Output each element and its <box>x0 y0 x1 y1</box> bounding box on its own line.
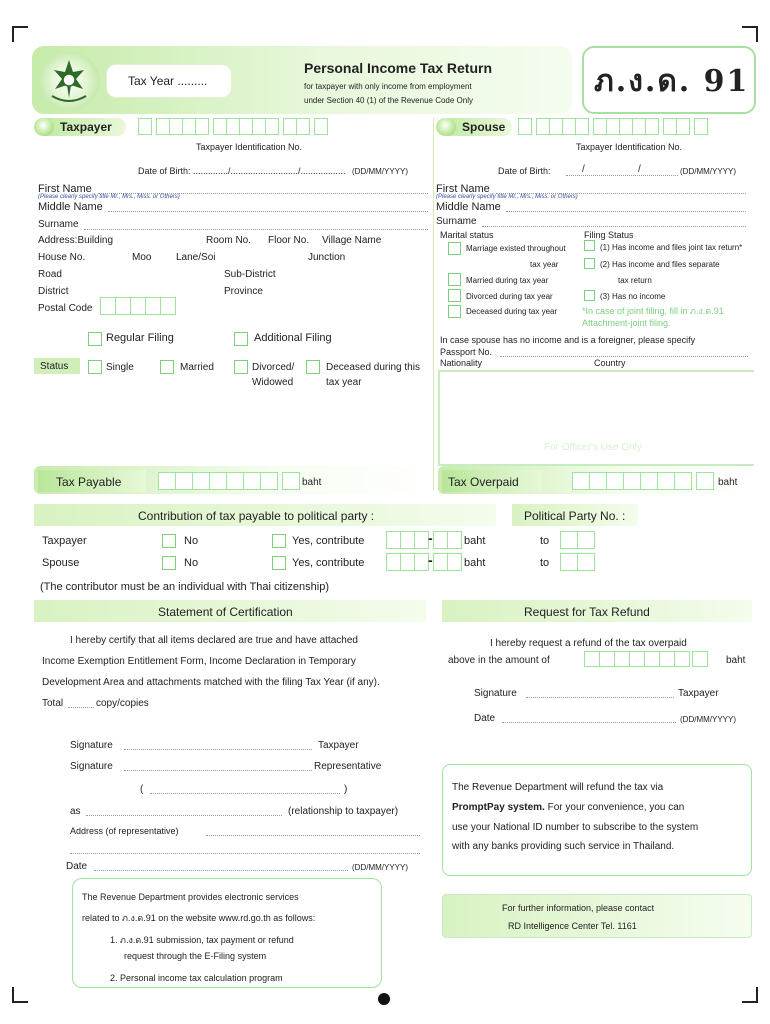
certification-taxpayer-label: Taxpayer <box>318 740 359 751</box>
spouse-bullet-icon <box>438 118 456 136</box>
certification-address-rep-label: Address (of representative) <box>70 826 179 836</box>
spouse-middle-name-label: Middle Name <box>436 201 501 213</box>
taxpayer-postal-boxes[interactable] <box>100 297 175 315</box>
refund-line-2b: baht <box>726 655 746 666</box>
promptpay-line-1: The Revenue Department will refund the tax via <box>452 782 664 793</box>
fs-no-income-checkbox[interactable] <box>584 290 595 301</box>
married-checkbox[interactable] <box>160 360 174 374</box>
certification-line-3: Development Area and attachments matched with the filing Tax Year (if any). <box>42 677 380 688</box>
tax-payable-baht: baht <box>302 477 322 488</box>
corner-mark-bottom-left <box>12 987 28 1003</box>
taxpayer-tin-label: Taxpayer Identification No. <box>196 142 303 152</box>
taxpayer-moo-label: Moo <box>132 252 152 263</box>
taxpayer-middle-name-field[interactable] <box>108 211 428 212</box>
spouse-dob-label: Date of Birth: <box>498 166 551 176</box>
contribution-header-label: Contribution of tax payable to political party : <box>138 509 375 523</box>
refund-line-1: I hereby request a refund of the tax overpaid <box>490 638 687 649</box>
divorced-label-2: Widowed <box>252 377 294 388</box>
contribution-taxpayer-party-boxes[interactable] <box>560 531 594 549</box>
taxpayer-road-label: Road <box>38 269 62 280</box>
representative-signature-field[interactable] <box>124 770 312 771</box>
fs-separate-label-2: tax return <box>618 276 652 285</box>
certification-header-label: Statement of Certification <box>158 605 293 619</box>
taxpayer-postal-label: Postal Code <box>38 303 93 314</box>
certification-as-label: as <box>70 806 81 817</box>
marital-status-label: Marital status <box>440 230 494 240</box>
form-subtitle-1: for taxpayer with only income from employment <box>304 82 472 91</box>
joint-filing-note-1: *In case of joint filing, fill in ภ.ง.ด.91 <box>582 306 724 316</box>
refund-taxpayer-label: Taxpayer <box>678 688 719 699</box>
taxpayer-junction-label: Junction <box>308 252 346 263</box>
refund-header-label: Request for Tax Refund <box>524 605 650 619</box>
deceased-checkbox[interactable] <box>306 360 320 374</box>
taxpayer-address-label: Address:Building <box>38 235 114 246</box>
relationship-field[interactable] <box>86 815 282 816</box>
efiling-line-2: related to ภ.ง.ด.91 on the website www.rd.go.th as follows: <box>82 913 316 923</box>
refund-signature-field[interactable] <box>526 697 674 698</box>
certification-date-label: Date <box>66 861 88 872</box>
taxpayer-middle-name-label: Middle Name <box>38 201 103 213</box>
fs-joint-label: (1) Has income and files joint tax return* <box>600 243 743 252</box>
certification-representative-label: Representative <box>314 761 382 772</box>
ms-marriage-throughout-label-1: Marriage existed throughout <box>466 244 566 253</box>
spouse-section-label: Spouse <box>462 120 506 134</box>
revenue-department-emblem <box>38 52 100 110</box>
regular-filing-label: Regular Filing <box>106 332 174 344</box>
certification-line-1: I hereby certify that all items declared are true and have attached <box>70 635 358 646</box>
spouse-surname-label: Surname <box>436 216 477 227</box>
status-label: Status <box>40 361 69 372</box>
representative-address-field-2[interactable] <box>70 853 420 854</box>
ms-married-during-label: Married during tax year <box>466 276 549 285</box>
contribution-spouse-yes-label: Yes, contribute <box>292 557 365 569</box>
efiling-line-4: request through the E-Filing system <box>124 951 267 961</box>
promptpay-system-label: PromptPay system. <box>452 802 545 813</box>
efiling-line-5: 2. Personal income tax calculation program <box>110 973 283 983</box>
fs-separate-label-1: (2) Has income and files separate <box>600 260 720 269</box>
ms-marriage-throughout-label-2: tax year <box>530 260 559 269</box>
refund-amount-boxes[interactable] <box>584 651 707 667</box>
taxpayer-dob-label: Date of Birth: ............../.........................../.................. <box>138 166 346 176</box>
taxpayer-lane-label: Lane/Soi <box>176 252 216 263</box>
ms-married-during-checkbox[interactable] <box>448 273 461 286</box>
tax-overpaid-label: Tax Overpaid <box>448 475 519 489</box>
spouse-tin-boxes[interactable] <box>518 118 707 135</box>
contribution-taxpayer-no-checkbox[interactable] <box>162 534 176 548</box>
contribution-spouse-no-label: No <box>184 557 199 569</box>
spouse-title-hint: (Please clearly specify title Mr., Mrs., Miss. or Others) <box>436 194 578 200</box>
contribution-citizenship-note: (The contributor must be an individual with Thai citizenship) <box>40 581 329 593</box>
filing-status-label: Filing Status <box>584 230 634 240</box>
certification-date-format: (DD/MM/YYYY) <box>352 863 408 872</box>
taxpayer-title-hint: (Please clearly specify title Mr., Mrs., Miss. or Others) <box>38 194 180 200</box>
taxpayer-tin-boxes[interactable] <box>138 118 327 135</box>
married-label: Married <box>180 362 214 373</box>
corner-mark-bottom-right <box>742 987 758 1003</box>
additional-filing-checkbox[interactable] <box>234 332 248 346</box>
contact-line-1: For further information, please contact <box>502 903 655 913</box>
single-label: Single <box>106 362 134 373</box>
contact-info-box <box>442 894 752 938</box>
taxpayer-province-label: Province <box>224 286 263 297</box>
efiling-line-3: 1. ภ.ง.ด.91 submission, tax payment or refund <box>110 935 294 945</box>
taxpayer-section-label: Taxpayer <box>60 120 112 134</box>
refund-date-field[interactable] <box>502 722 676 723</box>
divorced-widowed-checkbox[interactable] <box>234 360 248 374</box>
certification-copies-label: copy/copies <box>96 698 149 709</box>
ms-divorced-during-label: Divorced during tax year <box>466 292 553 301</box>
taxpayer-floor-label: Floor No. <box>268 235 310 246</box>
taxpayer-house-label: House No. <box>38 252 86 263</box>
efiling-line-1: The Revenue Department provides electronic services <box>82 892 299 902</box>
contribution-spouse-no-checkbox[interactable] <box>162 556 176 570</box>
contribution-spouse-dash: - <box>428 552 433 568</box>
certification-line-2: Income Exemption Entitlement Form, Income Declaration in Temporary <box>42 656 356 667</box>
certification-total-label: Total <box>42 698 64 709</box>
taxpayer-village-label: Village Name <box>322 235 382 246</box>
contribution-taxpayer-yes-checkbox[interactable] <box>272 534 286 548</box>
form-title: Personal Income Tax Return <box>304 60 493 76</box>
tax-year-label: Tax Year ......... <box>128 74 208 88</box>
representative-address-field[interactable] <box>206 835 420 836</box>
certification-signature-label-1: Signature <box>70 740 113 751</box>
spouse-dob-sep1: / <box>582 164 585 175</box>
contribution-spouse-to: to <box>540 557 550 569</box>
foreigner-note: In case spouse has no income and is a foreigner, please specify <box>440 335 696 345</box>
ms-deceased-during-label: Deceased during tax year <box>466 307 558 316</box>
promptpay-line-2 <box>452 802 684 813</box>
passport-field[interactable] <box>500 356 748 357</box>
contribution-spouse-label: Spouse <box>42 557 80 569</box>
deceased-label-2: tax year <box>326 377 362 388</box>
refund-signature-label: Signature <box>474 688 517 699</box>
contribution-taxpayer-yes-label: Yes, contribute <box>292 535 365 547</box>
party-no-label: Political Party No. : <box>524 509 626 523</box>
section-divider-vertical <box>433 118 434 490</box>
ms-divorced-during-checkbox[interactable] <box>448 289 461 302</box>
taxpayer-surname-field[interactable] <box>84 229 428 230</box>
contribution-taxpayer-no-label: No <box>184 535 199 547</box>
single-checkbox[interactable] <box>88 360 102 374</box>
form-code: ภ.ง.ด. 91 <box>594 64 750 99</box>
spouse-surname-field[interactable] <box>482 226 746 227</box>
certification-total-field[interactable] <box>68 707 94 708</box>
spouse-dob-field[interactable] <box>566 175 678 176</box>
contribution-taxpayer-dash: - <box>428 530 433 546</box>
taxpayer-subdistrict-label: Sub-District <box>224 269 276 280</box>
tax-overpaid-amount-boxes[interactable] <box>572 472 713 490</box>
tax-overpaid-baht: baht <box>718 477 738 488</box>
contribution-taxpayer-amount-boxes[interactable] <box>386 531 461 549</box>
taxpayer-district-label: District <box>38 286 69 297</box>
taxpayer-bullet-icon <box>36 118 54 136</box>
contribution-spouse-amount-boxes[interactable] <box>386 553 461 571</box>
taxpayer-first-name-label: First Name <box>38 183 92 195</box>
regular-filing-checkbox[interactable] <box>88 332 102 346</box>
certification-paren-open: ( <box>140 784 144 795</box>
spouse-middle-name-field[interactable] <box>506 211 746 212</box>
contribution-spouse-baht: baht <box>464 557 486 569</box>
nationality-label: Nationality <box>440 358 483 368</box>
certification-signature-label-2: Signature <box>70 761 113 772</box>
refund-line-2a: above in the amount of <box>448 655 550 666</box>
contribution-spouse-party-boxes[interactable] <box>560 553 594 571</box>
representative-name-field[interactable] <box>150 793 340 794</box>
contribution-taxpayer-label: Taxpayer <box>42 535 87 547</box>
joint-filing-note-2: Attachment-joint filing. <box>582 318 671 328</box>
contact-line-2: RD Intelligence Center Tel. 1161 <box>508 921 637 931</box>
passport-label: Passport No. <box>440 347 493 357</box>
spouse-dob-format: (DD/MM/YYYY) <box>680 167 736 176</box>
divorced-label-1: Divorced/ <box>252 362 295 373</box>
tax-payable-amount-boxes[interactable] <box>158 472 299 490</box>
taxpayer-dob-format: (DD/MM/YYYY) <box>352 167 408 176</box>
fs-no-income-label: (3) Has no income <box>600 292 666 301</box>
ms-deceased-during-checkbox[interactable] <box>448 305 461 318</box>
promptpay-line-3: use your National ID number to subscribe to the system <box>452 822 699 833</box>
fs-separate-checkbox[interactable] <box>584 258 595 269</box>
certification-relationship-label: (relationship to taxpayer) <box>288 806 399 817</box>
promptpay-line-2-rest: For your convenience, you can <box>544 802 685 813</box>
additional-filing-label: Additional Filing <box>254 332 332 344</box>
spouse-tin-label: Taxpayer Identification No. <box>576 142 683 152</box>
country-label: Country <box>594 358 626 368</box>
certification-paren-close: ) <box>344 784 348 795</box>
certification-date-field[interactable] <box>94 870 348 871</box>
refund-date-format: (DD/MM/YYYY) <box>680 715 736 724</box>
spouse-dob-sep2: / <box>638 164 641 175</box>
promptpay-line-4: with any banks providing such service in Thailand. <box>452 841 675 852</box>
fs-joint-checkbox[interactable] <box>584 240 595 251</box>
deceased-label-1: Deceased during this <box>326 362 420 373</box>
form-subtitle-2: under Section 40 (1) of the Revenue Code Only <box>304 96 473 105</box>
refund-date-label: Date <box>474 713 496 724</box>
tax-payable-label: Tax Payable <box>56 475 122 489</box>
registration-dot <box>378 993 390 1005</box>
taxpayer-surname-label: Surname <box>38 219 79 230</box>
taxpayer-signature-field[interactable] <box>124 749 312 750</box>
officer-use-label: For Officer's Use Only <box>544 442 642 453</box>
corner-mark-top-right <box>742 26 758 42</box>
contribution-taxpayer-to: to <box>540 535 550 547</box>
promptpay-info-box <box>442 764 752 876</box>
contribution-spouse-yes-checkbox[interactable] <box>272 556 286 570</box>
taxpayer-room-label: Room No. <box>206 235 252 246</box>
spouse-first-name-label: First Name <box>436 183 490 195</box>
corner-mark-top-left <box>12 26 28 42</box>
contribution-taxpayer-baht: baht <box>464 535 486 547</box>
ms-marriage-throughout-checkbox[interactable] <box>448 242 461 255</box>
